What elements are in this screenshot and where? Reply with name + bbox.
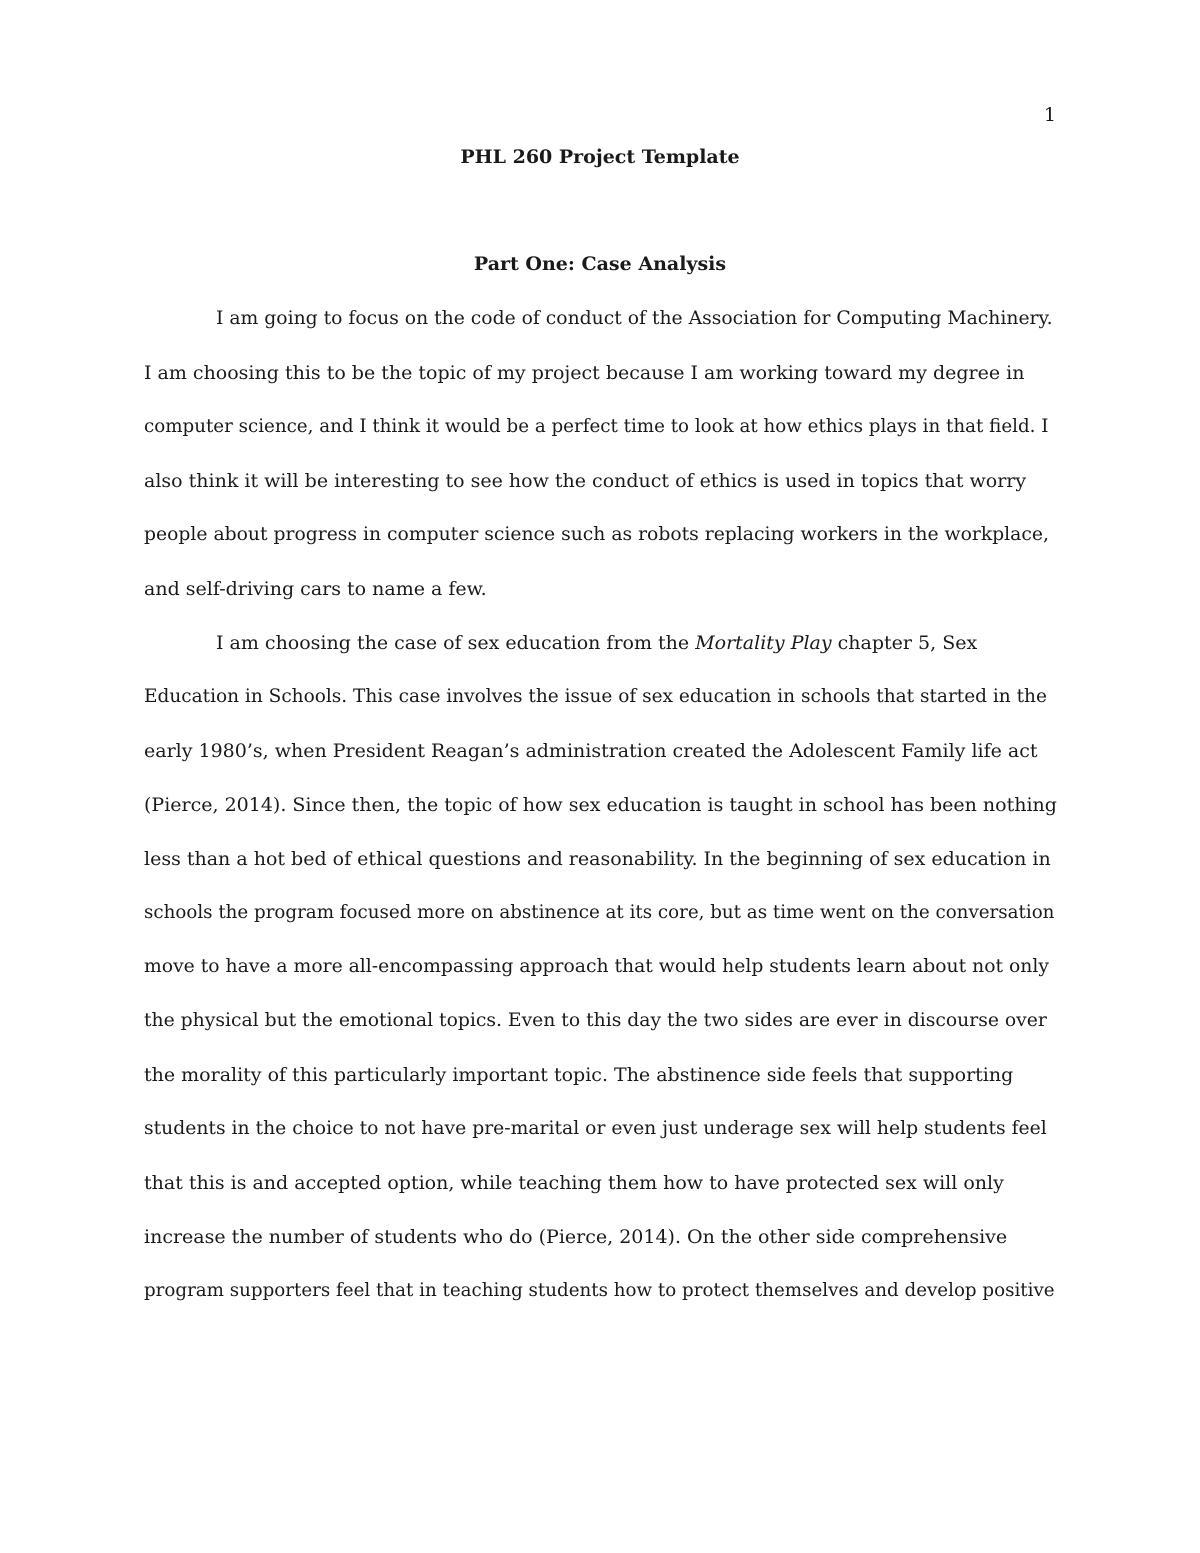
line-text: chapter 5, Sex [831, 632, 978, 654]
paragraph-line: the morality of this particularly important topic. The abstinence side feels that supporting [144, 1064, 1014, 1086]
paragraph-line: less than a hot bed of ethical questions and reasonability. In the beginning of sex education in [144, 848, 1051, 870]
paragraph-line: the physical but the emotional topics. Even to this day the two sides are ever in discourse over [144, 1010, 1047, 1031]
paragraph-line [216, 629, 977, 657]
paragraph-line: computer science, and I think it would be a perfect time to look at how ethics plays in that field. I [144, 416, 1049, 437]
paragraph-line: increase the number of students who do (Pierce, 2014). On the other side comprehensive [144, 1226, 1008, 1248]
paragraph-line: that this is and accepted option, while teaching them how to have protected sex will only [144, 1172, 1004, 1194]
book-title: Mortality Play [695, 632, 832, 654]
paragraph-line: also think it will be interesting to see how the conduct of ethics is used in topics that worry [144, 470, 1027, 492]
paragraph-line: I am going to focus on the code of conduct of the Association for Computing Machinery. [216, 308, 1053, 329]
paragraph-line: and self-driving cars to name a few. [144, 578, 487, 600]
paragraph-line: early 1980’s, when President Reagan’s administration created the Adolescent Family life act [144, 740, 1038, 762]
paragraph-line: (Pierce, 2014). Since then, the topic of how sex education is taught in school has been nothing [144, 794, 1057, 816]
line-text: I am choosing the case of sex education from the [216, 632, 696, 654]
paragraph-line: Education in Schools. This case involves the issue of sex education in schools that started in the [144, 686, 1047, 707]
section-heading: Part One: Case Analysis [473, 253, 727, 275]
paragraph-line: I am choosing this to be the topic of my project because I am working toward my degree in [144, 362, 1025, 384]
paragraph-line: schools the program focused more on abstinence at its core, but as time went on the conversation [144, 902, 1055, 923]
paragraph-line: students in the choice to not have pre-marital or even just underage sex will help students feel [144, 1118, 1047, 1139]
page-number: 1 [1043, 104, 1056, 126]
paragraph-line: program supporters feel that in teaching students how to protect themselves and develop positive [144, 1280, 1055, 1301]
paragraph-line: move to have a more all-encompassing approach that would help students learn about not only [144, 956, 1049, 977]
document-title: PHL 260 Project Template [460, 146, 740, 168]
paragraph-line: people about progress in computer science such as robots replacing workers in the workplace, [144, 524, 1049, 545]
